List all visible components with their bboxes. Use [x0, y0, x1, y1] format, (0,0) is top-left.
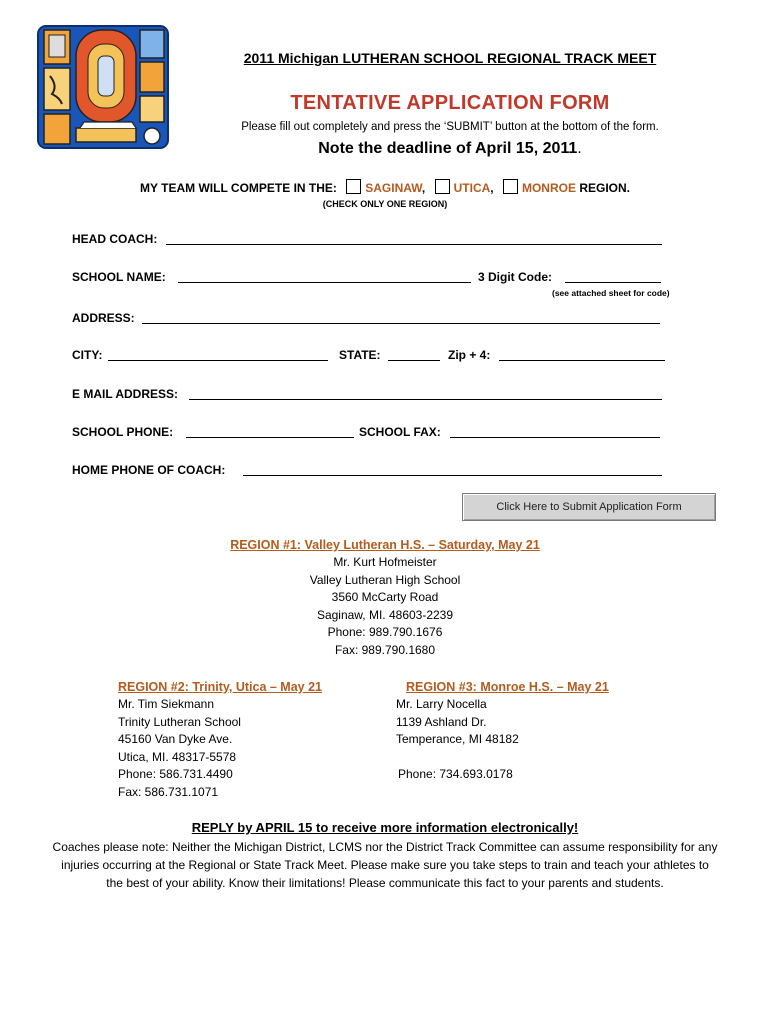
email-input[interactable]: [189, 387, 662, 400]
region-2-address: [118, 696, 322, 801]
address-line: 1139 Ashland Dr.: [396, 714, 487, 729]
address-line: Mr. Kurt Hofmeister: [333, 555, 437, 569]
address-line: Saginaw, MI. 48603-2239: [316, 607, 454, 622]
utica-label: UTICA: [453, 181, 491, 195]
zip-label: Zip + 4:: [448, 348, 491, 362]
school-phone-label: SCHOOL PHONE:: [72, 425, 174, 439]
address-line: Valley Lutheran High School: [309, 572, 461, 587]
school-fax-label: SCHOOL FAX:: [359, 425, 441, 439]
region-1-heading: REGION #1: Valley Lutheran H.S. – Saturday, May 21: [230, 538, 540, 552]
deadline-text: Note the deadline of April 15, 2011: [318, 140, 578, 157]
region-3-address: [390, 696, 637, 784]
region-3-heading: REGION #3: Monroe H.S. – May 21: [406, 680, 609, 694]
address-line: Utica, MI. 48317-5578: [118, 749, 237, 764]
digit-code-input[interactable]: [565, 270, 661, 283]
region-sep: ,: [490, 181, 494, 195]
address-line: [396, 749, 637, 767]
address-line: Trinity Lutheran School: [118, 714, 241, 729]
email-label: E MAIL ADDRESS:: [72, 387, 179, 401]
code-note: (see attached sheet for code): [552, 288, 670, 298]
address-line: Fax: 989.790.1680: [334, 642, 436, 657]
submit-button[interactable]: Click Here to Submit Application Form: [462, 493, 716, 521]
instructions: Please fill out completely and press the ‘SUBMIT’ button at the bottom of the form.: [241, 121, 659, 133]
region-sep: ,: [421, 181, 426, 195]
address-line: 45160 Van Dyke Ave.: [118, 732, 233, 746]
school-phone-input[interactable]: [186, 425, 354, 438]
reply-note: REPLY by APRIL 15 to receive more information electronically!: [191, 820, 579, 835]
digit-code-label: 3 Digit Code:: [478, 270, 552, 284]
disclaimer: Coaches please note: Neither the Michigan District, LCMS nor the District Track Committee can assume responsibility for any injuries occurring at the Regional or State Track Meet. Please make sure you take steps to train and teach your athletes to the best of your ability. Know their limitations! Please communicate this fact to your parents and students.: [52, 840, 718, 890]
region-2: [118, 680, 322, 801]
region-1: [0, 538, 770, 659]
check-one-note: (CHECK ONLY ONE REGION): [322, 199, 448, 209]
state-input[interactable]: [388, 348, 440, 361]
region-selector: [0, 179, 770, 195]
saginaw-label: SAGINAW: [365, 181, 422, 195]
address-line: Mr. Larry Nocella: [396, 697, 487, 711]
city-label: CITY:: [72, 348, 103, 362]
address-line: Phone: 586.731.4490: [118, 767, 233, 781]
address-line: Fax: 586.731.1071: [118, 784, 219, 799]
monroe-label: MONROE: [521, 181, 576, 195]
head-coach-input[interactable]: [166, 232, 662, 245]
deadline-period: .: [577, 140, 582, 157]
deadline-note: [190, 140, 710, 158]
address-line: Phone: 989.790.1676: [327, 625, 443, 639]
school-fax-input[interactable]: [450, 425, 660, 438]
utica-checkbox[interactable]: [435, 179, 450, 194]
address-line: Mr. Tim Siekmann: [118, 697, 215, 711]
saginaw-checkbox[interactable]: [346, 179, 361, 194]
form-title: TENTATIVE APPLICATION FORM: [290, 92, 610, 114]
state-label: STATE:: [339, 348, 381, 362]
zip-input[interactable]: [499, 348, 665, 361]
home-phone-label: HOME PHONE OF COACH:: [72, 463, 226, 477]
region-2-heading: REGION #2: Trinity, Utica – May 21: [118, 680, 323, 694]
monroe-checkbox[interactable]: [503, 179, 518, 194]
address-input[interactable]: [142, 311, 660, 324]
region-3: [390, 680, 637, 784]
track-meet-clipart-icon: [36, 24, 170, 150]
school-name-label: SCHOOL NAME:: [72, 270, 166, 284]
home-phone-input[interactable]: [243, 463, 662, 476]
page-title: 2011 Michigan LUTHERAN SCHOOL REGIONAL TRACK MEET: [243, 50, 657, 66]
region-lead: MY TEAM WILL COMPETE IN THE:: [140, 181, 337, 195]
address-line: Phone: 734.693.0178: [398, 767, 513, 781]
address-line: 3560 McCarty Road: [331, 590, 439, 604]
region-tail: REGION.: [579, 181, 630, 195]
city-input[interactable]: [108, 348, 328, 361]
school-name-input[interactable]: [178, 270, 471, 283]
address-line: Temperance, MI 48182: [396, 732, 519, 746]
region-1-address: [0, 554, 770, 659]
head-coach-label: HEAD COACH:: [72, 232, 158, 246]
address-label: ADDRESS:: [72, 311, 135, 325]
